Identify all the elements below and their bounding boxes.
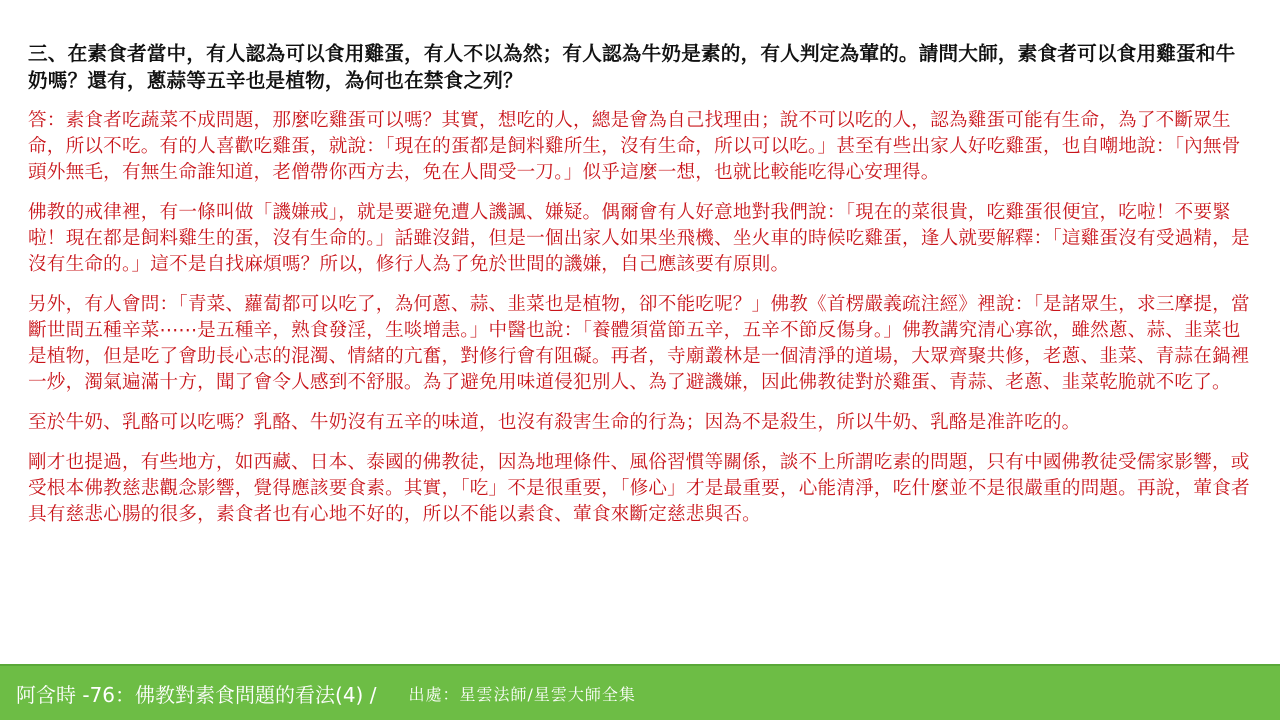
answer-paragraph-3: 另外，有人會問：「青菜、蘿蔔都可以吃了，為何蔥、蒜、韭菜也是植物，卻不能吃呢？」佛教《首楞嚴義疏注經》裡說：「是諸眾生，求三摩提，當斷世間五種辛菜⋯⋯是五種辛，熟食發淫，生啖增恚。」中醫也說：「養體須當節五辛，五辛不節反傷身。」佛教講究清心寡欲，雖然蔥、蒜、韭菜也是植物，但是吃了會助長心志的混濁、情緒的亢奮，對修行會有阻礙。再者，寺廟叢林是一個清淨的道場，大眾齊聚共修，老蔥、韭菜、青蒜在鍋裡一炒，濁氣遍滿十方，聞了會令人感到不舒服。為了避免用味道侵犯別人、為了避譏嫌，因此佛教徒對於雞蛋、青蒜、老蔥、韭菜乾脆就不吃了。 <box>28 294 1250 393</box>
footer-source: 出處：星雲法師/星雲大師全集 <box>408 684 636 704</box>
answer-paragraph-4: 至於牛奶、乳酪可以吃嗎？乳酪、牛奶沒有五辛的味道，也沒有殺害生命的行為；因為不是殺生，所以牛奶、乳酪是准許吃的。 <box>28 412 1081 433</box>
main-content <box>28 40 1254 528</box>
footer-title: 阿含時 -76：佛教對素食問題的看法(4) / <box>16 682 377 707</box>
footer-bar <box>0 664 1280 720</box>
answer-paragraph-2: 佛教的戒律裡，有一條叫做「譏嫌戒」，就是要避免遭人譏諷、嫌疑。偶爾會有人好意地對我們說：「現在的菜很貴，吃雞蛋很便宜，吃啦！不要緊啦！現在都是飼料雞生的蛋，沒有生命的。」話雖沒錯，但是一個出家人如果坐飛機、坐火車的時候吃雞蛋，逢人就要解釋：「這雞蛋沒有受過精，是沒有生命的。」這不是自找麻煩嗎？所以，修行人為了免於世間的譏嫌，自己應該要有原則。 <box>28 202 1250 275</box>
answer-paragraph-1: 答：素食者吃蔬菜不成問題，那麼吃雞蛋可以嗎？其實，想吃的人，總是會為自己找理由；說不可以吃的人，認為雞蛋可能有生命，為了不斷眾生命，所以不吃。有的人喜歡吃雞蛋，就說：「現在的蛋都是飼料雞所生，沒有生命，所以可以吃。」甚至有些出家人好吃雞蛋，也自嘲地說：「內無骨頭外無毛，有無生命誰知道，老僧帶你西方去，免在人間受一刀。」似乎這麼一想，也就比較能吃得心安理得。 <box>28 110 1241 183</box>
question-text: 三、在素食者當中，有人認為可以食用雞蛋，有人不以為然；有人認為牛奶是素的，有人判定為葷的。請問大師，素食者可以食用雞蛋和牛奶嗎？還有，蔥蒜等五辛也是植物，為何也在禁食之列？ <box>28 42 1236 92</box>
answer-paragraph-5: 剛才也提過，有些地方，如西藏、日本、泰國的佛教徒，因為地理條件、風俗習慣等關係，談不上所謂吃素的問題，只有中國佛教徒受儒家影響，或受根本佛教慈悲觀念影響，覺得應該要食素。其實，「吃」不是很重要，「修心」才是最重要，心能清淨，吃什麼並不是很嚴重的問題。再說，葷食者具有慈悲心腸的很多，素食者也有心地不好的，所以不能以素食、葷食來斷定慈悲與否。 <box>28 452 1250 525</box>
